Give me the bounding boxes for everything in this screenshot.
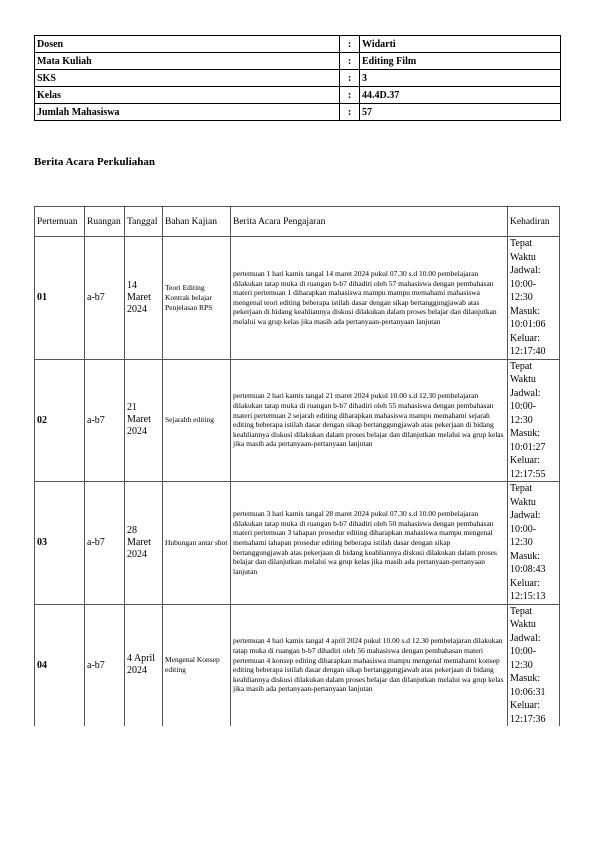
cell-berita-acara: pertemuan 3 hari kamis tangal 28 maret 2024 pukul 07.30 s.d 10.00 pembelajaran dilakukan tatap muka di ruangan b-b7 dihadiri oleh 50 mahasiswa dengan pembahasan materi pertemuan 3 tahapan prosedur editing diharapkan mahasiswa mampu mengenal memahami tahapan prosedur editing beberapa istilah dasar dengan sikap bertanggungjawab atas pekerjaan di bidang keahliannya diskusi dilakukan dalam proses belajar dan dilanjutkan melalui wa grup kelas jika masih ada pertanyaan-pertanyaan lanjutan bbox=[231, 482, 508, 605]
cell-kehadiran bbox=[508, 359, 560, 482]
info-row-kelas bbox=[35, 87, 561, 104]
kehadiran-masuk: Masuk: 10:01:06 bbox=[510, 305, 546, 330]
info-row-sks bbox=[35, 70, 561, 87]
info-value: 57 bbox=[360, 104, 561, 121]
cell-berita-acara: pertemuan 2 hari kamis tangal 21 maret 2024 pukul 10.00 s.d 12.30 pembelajaran dilakukan tatap muka di ruangan b-b7 dihadiri oleh 55 mahasiswa dengan pembahasan materi pertemuan 2 sejarah editing diharapkan mahasiswa mampu memahami sejarah editing beberapa istilah dasar dengan sikap bertanggungjawab atas pekerjaan di bidang keahliannya diskusi dilakukan dalam proses belajar dan dilanjutkan melalui wa grup kelas jika masih ada pertanyaan-pertanyaan lanjutan bbox=[231, 359, 508, 482]
header-tanggal: Tanggal bbox=[125, 207, 163, 237]
course-info-table bbox=[34, 35, 561, 121]
kehadiran-jadwal: Jadwal: 10:00-12:30 bbox=[510, 265, 541, 303]
kehadiran-jadwal: Jadwal: 10:00-12:30 bbox=[510, 510, 541, 548]
table-header-row bbox=[35, 207, 560, 237]
cell-kehadiran bbox=[508, 237, 560, 360]
header-ruangan: Ruangan bbox=[85, 207, 125, 237]
info-label: Kelas bbox=[35, 87, 340, 104]
cell-tanggal: 4 April 2024 bbox=[125, 604, 163, 726]
table-row bbox=[35, 482, 560, 605]
table-row bbox=[35, 237, 560, 360]
cell-berita-acara: pertemuan 1 hari kamis tangal 14 maret 2024 pukul 07.30 s.d 10.00 pembelajaran dilakukan tatap muka di ruangan b-b7 dihadiri oleh 57 mahasiswa dengan pembahasan materi pertemuan 1 diharapkan mahasiswa mampu mampu memahami mahasiswa mengenal teori editing beberapa istilah dasar dengan sikap bertanggungjawab atas pekerjaan di bidang keahliannya diskusi dilakukan dalam proses belajar dan dilanjutkan melalui wa grup kelas jika masih ada pertanyaan-pertanyaan lanjutan bbox=[231, 237, 508, 360]
cell-ruangan: a-b7 bbox=[85, 359, 125, 482]
cell-bahan-kajian: Mengenal Konsep editing bbox=[163, 604, 231, 726]
cell-ruangan: a-b7 bbox=[85, 237, 125, 360]
kehadiran-jadwal: Jadwal: 10:00-12:30 bbox=[510, 387, 541, 426]
table-row bbox=[35, 359, 560, 482]
kehadiran-keluar: Keluar: 12:17:36 bbox=[510, 700, 546, 725]
kehadiran-keluar: Keluar: 12:17:55 bbox=[510, 455, 546, 480]
info-separator: : bbox=[340, 36, 360, 53]
header-bahan-kajian: Bahan Kajian bbox=[163, 207, 231, 237]
kehadiran-status: Tepat Waktu bbox=[510, 483, 536, 508]
info-value: 3 bbox=[360, 70, 561, 87]
info-separator: : bbox=[340, 53, 360, 70]
info-value: Editing Film bbox=[360, 53, 561, 70]
kehadiran-status: Tepat Waktu bbox=[510, 605, 536, 630]
kehadiran-masuk: Masuk: 10:06:31 bbox=[510, 673, 546, 698]
kehadiran-jadwal: Jadwal: 10:00-12:30 bbox=[510, 632, 541, 671]
info-value: 44.4D.37 bbox=[360, 87, 561, 104]
info-label: Dosen bbox=[35, 36, 340, 53]
cell-tanggal: 21 Maret 2024 bbox=[125, 359, 163, 482]
info-label: Jumlah Mahasiswa bbox=[35, 104, 340, 121]
cell-pertemuan: 04 bbox=[35, 604, 85, 726]
cell-tanggal: 14 Maret 2024 bbox=[125, 237, 163, 360]
info-value: Widarti bbox=[360, 36, 561, 53]
info-row-jumlah-mahasiswa bbox=[35, 104, 561, 121]
attendance-table bbox=[34, 206, 560, 726]
cell-ruangan: a-b7 bbox=[85, 604, 125, 726]
section-title: Berita Acara Perkuliahan bbox=[34, 156, 155, 168]
info-row-dosen bbox=[35, 36, 561, 53]
header-berita-acara: Berita Acara Pengajaran bbox=[231, 207, 508, 237]
kehadiran-status: Tepat Waktu bbox=[510, 360, 536, 385]
kehadiran-status: Tepat Waktu bbox=[510, 238, 536, 263]
info-separator: : bbox=[340, 70, 360, 87]
table-row bbox=[35, 604, 560, 726]
cell-berita-acara: pertemuan 4 hari kamis tangal 4 april 2024 pukul 10.00 s.d 12.30 pembelajaran dilakukan tatap muka di ruangan b-b7 dihadiri oleh 56 mahasiswa dengan pembahasan materi pertemuan 4 konsep editing diharapkan mahasiswa mampu mengenal memahami konsep editing beberapa istilah dasar dengan sikap bertanggungjawab atas pekerjaan di bidang keahliannya diskusi dilakukan dalam proses belajar dan dilanjutkan melalui wa grup kelas jika masih ada pertanyaan-pertanyaan lanjutan bbox=[231, 604, 508, 726]
kehadiran-keluar: Keluar: 12:17:40 bbox=[510, 332, 546, 357]
header-kehadiran: Kehadiran bbox=[508, 207, 560, 237]
kehadiran-masuk: Masuk: 10:08:43 bbox=[510, 550, 546, 575]
cell-pertemuan: 03 bbox=[35, 482, 85, 605]
cell-pertemuan: 02 bbox=[35, 359, 85, 482]
info-separator: : bbox=[340, 87, 360, 104]
header-pertemuan: Pertemuan bbox=[35, 207, 85, 237]
kehadiran-keluar: Keluar: 12:15:13 bbox=[510, 577, 546, 602]
cell-kehadiran bbox=[508, 604, 560, 726]
cell-bahan-kajian: Sejarahh editing bbox=[163, 359, 231, 482]
cell-bahan-kajian: Teori Editing Kontrak belajar Penjelasan RPS bbox=[163, 237, 231, 360]
info-separator: : bbox=[340, 104, 360, 121]
cell-pertemuan: 01 bbox=[35, 237, 85, 360]
cell-kehadiran bbox=[508, 482, 560, 605]
info-row-mata-kuliah bbox=[35, 53, 561, 70]
cell-bahan-kajian: Hubungan antar shot bbox=[163, 482, 231, 605]
info-label: SKS bbox=[35, 70, 340, 87]
kehadiran-masuk: Masuk: 10:01:27 bbox=[510, 428, 546, 453]
cell-tanggal: 28 Maret 2024 bbox=[125, 482, 163, 605]
info-label: Mata Kuliah bbox=[35, 53, 340, 70]
cell-ruangan: a-b7 bbox=[85, 482, 125, 605]
